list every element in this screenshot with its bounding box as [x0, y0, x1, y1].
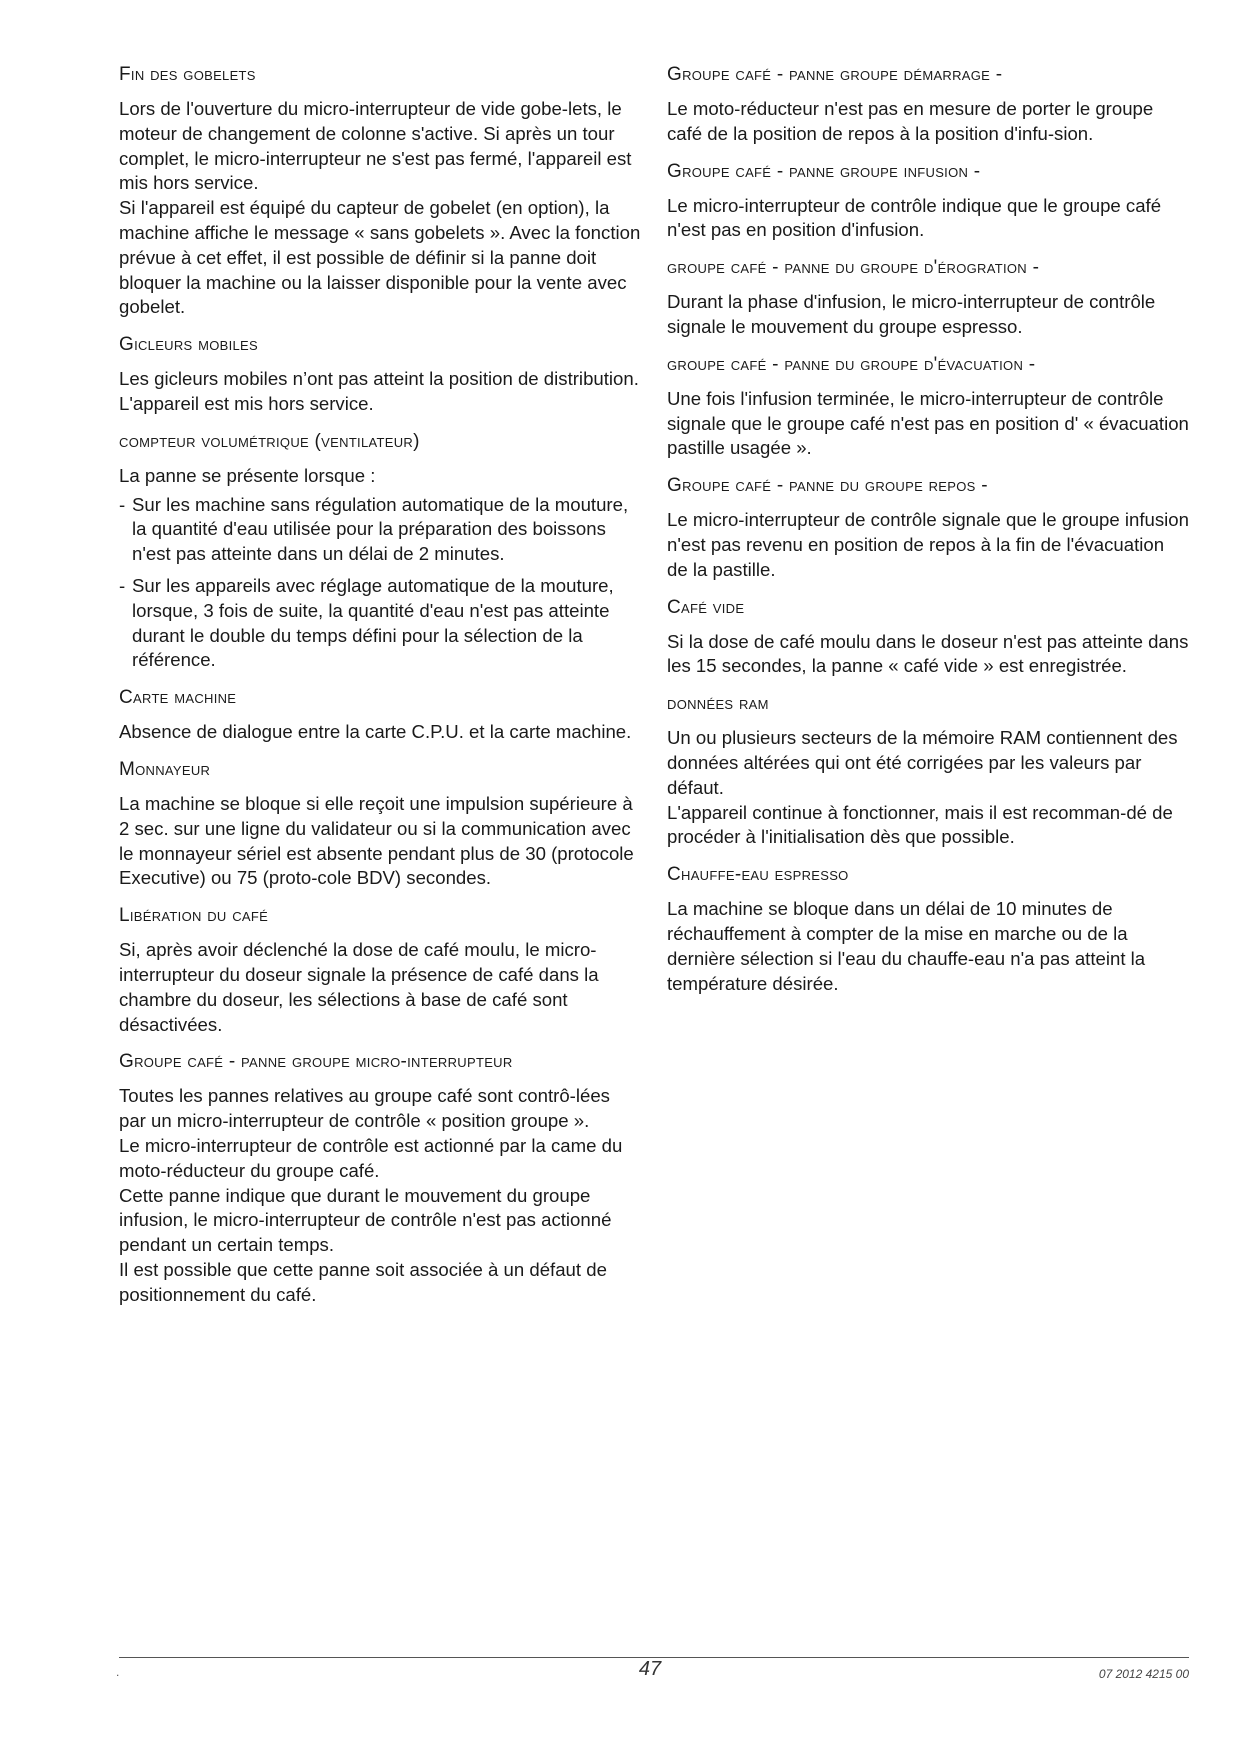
section-groupe-cafe-panne-groupe-demarrage: [667, 64, 1189, 147]
section-heading: groupe café - panne du groupe d'érogration -: [667, 257, 1040, 279]
section-chauffe-eau-espresso: [667, 864, 1189, 996]
section-monnayeur: [119, 759, 641, 891]
section-heading: Groupe café - panne groupe micro-interrupteur: [119, 1051, 513, 1073]
page-number: 47: [638, 1658, 662, 1680]
left-column: [119, 64, 641, 1321]
bullet-list: [119, 493, 641, 674]
section-groupe-cafe-panne-du-groupe-d-erogration: [667, 257, 1189, 340]
bullet-item: - Sur les machine sans régulation automatique de la mouture, la quantité d'eau utilisée pour la préparation des boissons n'est pas atteinte dans un délai de 2 minutes.: [119, 493, 641, 567]
right-column: [667, 64, 1189, 1010]
section-donnees-ram: [667, 693, 1189, 850]
body-paragraph: Lors de l'ouverture du micro-interrupteur de vide gobe-lets, le moteur de changement de colonne s'active. Si après un tour complet, le micro-interrupteur ne s'est pas fermé, l'appareil est mis hors service.: [119, 98, 632, 194]
section-groupe-cafe-panne-du-groupe-repos: [667, 475, 1189, 582]
body-paragraph: La machine se bloque si elle reçoit une impulsion supérieure à 2 sec. sur une ligne du validateur ou si la communication avec le monnayeur sériel est absente pendant plus de 30 (protocole Executive) ou 75 (proto-cole BDV) secondes.: [119, 792, 634, 889]
section-heading: compteur volumétrique (ventilateur): [119, 430, 420, 452]
document-code: 07 2012 4215 00: [1098, 1667, 1189, 1681]
body-paragraph: Le micro-interrupteur de contrôle signale que le groupe infusion n'est pas revenu en position de repos à la fin de l'évacuation de la pastille.: [667, 509, 1189, 580]
section-heading: Café vide: [667, 596, 745, 618]
body-paragraph: Si, après avoir déclenché la dose de café moulu, le micro-interrupteur du doseur signale la présence de café dans la chambre du doseur, les sélections à base de café sont désactivées.: [119, 939, 599, 1035]
section-heading: Libération du café: [119, 905, 269, 927]
section-liberation-du-cafe: [119, 905, 641, 1037]
section-cafe-vide: [667, 597, 1189, 680]
body-paragraph: Durant la phase d'infusion, le micro-interrupteur de contrôle signale le mouvement du groupe espresso.: [667, 291, 1156, 337]
section-heading: Monnayeur: [119, 758, 211, 780]
section-intro: La panne se présente lorsque :: [119, 464, 376, 486]
section-heading: Groupe café - panne groupe démarrage -: [667, 64, 1003, 85]
body-paragraph: Le micro-interrupteur de contrôle est actionné par la came du moto-réducteur du groupe café.: [119, 1134, 623, 1181]
body-paragraph: L'appareil est mis hors service.: [119, 392, 374, 414]
section-groupe-cafe-panne-groupe-micro-interrupteur: [119, 1051, 641, 1307]
body-paragraph: Un ou plusieurs secteurs de la mémoire RAM contiennent des données altérées qui ont été corrigées par les valeurs par défaut.: [667, 727, 1178, 798]
body-paragraph: Toutes les pannes relatives au groupe café sont contrô-lées par un micro-interrupteur de contrôle « position groupe ».: [119, 1085, 610, 1132]
body-paragraph: La machine se bloque dans un délai de 10 minutes de réchauffement à compter de la mise en marche ou de la dernière sélection si l'eau du chauffe-eau n'a pas atteint la température désirée.: [667, 898, 1146, 994]
section-carte-machine: [119, 687, 641, 745]
body-paragraph: L'appareil continue à fonctionner, mais il est recomman-dé de procéder à l'initialisation dès que possible.: [667, 801, 1173, 848]
section-fin-des-gobelets: [119, 64, 641, 320]
section-groupe-cafe-panne-groupe-infusion: [667, 161, 1189, 244]
section-compteur-volumetrique-ventilateur: [119, 431, 641, 673]
section-groupe-cafe-panne-du-groupe-d-evacuation: [667, 354, 1189, 461]
body-paragraph: Si l'appareil est équipé du capteur de gobelet (en option), la machine affiche le message « sans gobelets ». Avec la fonction prévue à cet effet, il est possible de définir si la panne doit bloquer la machine ou la laisser disponible pour la vente avec gobelet.: [119, 197, 641, 318]
footer-mark: .: [116, 1665, 120, 1679]
section-heading: Carte machine: [119, 687, 237, 709]
section-heading: données ram: [667, 693, 769, 715]
body-paragraph: Le micro-interrupteur de contrôle indique que le groupe café n'est pas en position d'infusion.: [667, 194, 1162, 241]
body-paragraph: Une fois l'infusion terminée, le micro-interrupteur de contrôle signale que le groupe café n'est pas en position d' « évacuation pastille usagée ».: [667, 387, 1189, 459]
body-paragraph: Cette panne indique que durant le mouvement du groupe infusion, le micro-interrupteur de contrôle n'est pas actionné pendant un certain temps.: [119, 1184, 612, 1256]
body-paragraph: Si la dose de café moulu dans le doseur n'est pas atteinte dans les 15 secondes, la panne « café vide » est enregistrée.: [667, 630, 1189, 677]
section-heading: Gicleurs mobiles: [119, 334, 259, 356]
body-paragraph: Absence de dialogue entre la carte C.P.U. et la carte machine.: [119, 721, 632, 743]
section-heading: Chauffe-eau espresso: [667, 864, 849, 886]
section-heading: Fin des gobelets: [119, 64, 256, 85]
section-heading: Groupe café - panne groupe infusion -: [667, 160, 981, 182]
section-heading: Groupe café - panne du groupe repos -: [667, 475, 988, 497]
body-paragraph: Le moto-réducteur n'est pas en mesure de porter le groupe café de la position de repos à la position d'infu-sion.: [667, 98, 1154, 144]
bullet-item: - Sur les appareils avec réglage automatique de la mouture, lorsque, 3 fois de suite, la quantité d'eau n'est pas atteinte durant le double du temps défini pour la sélection de la référence.: [119, 574, 641, 673]
section-heading: groupe café - panne du groupe d'évacuation -: [667, 353, 1036, 375]
body-paragraph: Les gicleurs mobiles n’ont pas atteint la position de distribution.: [119, 368, 639, 390]
section-gicleurs-mobiles: [119, 334, 641, 417]
body-paragraph: Il est possible que cette panne soit associée à un défaut de positionnement du café.: [119, 1258, 607, 1305]
